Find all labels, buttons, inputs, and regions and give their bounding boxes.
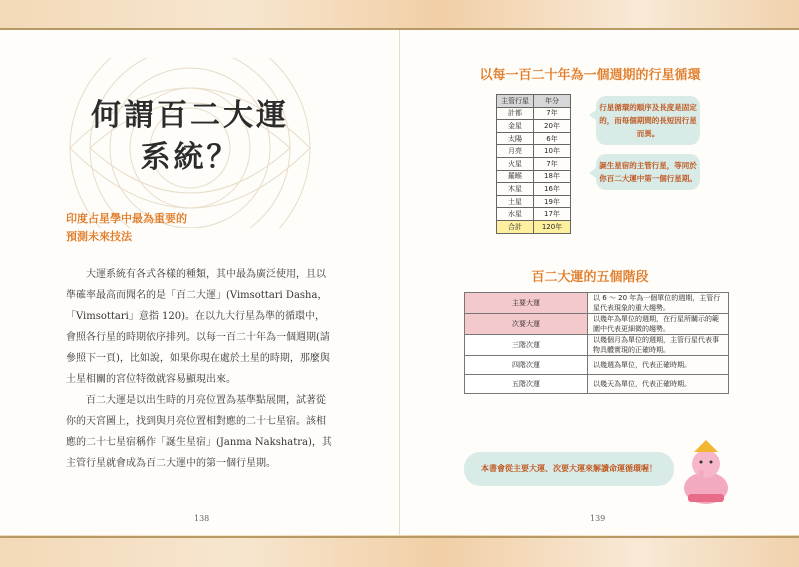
cell-years: 20年 xyxy=(534,120,571,133)
table-row xyxy=(497,107,571,120)
body-paragraph-2: 百二大運是以出生時的月亮位置為基準點展開，試著從你的天宮圖上，找到與月亮位置相對應的二十七星宿。該相應的二十七星宿稱作「誕生星宿」(Janma Nakshatra)，其主管行星就會成為百二大運中的第一個行星期。 xyxy=(66,395,332,469)
cell-years: 19年 xyxy=(534,195,571,208)
planet-cycle-table xyxy=(496,94,571,234)
cell-years: 6年 xyxy=(534,132,571,145)
cell-years: 18年 xyxy=(534,170,571,183)
table-header-row xyxy=(497,95,571,108)
table-row xyxy=(497,132,571,145)
left-page xyxy=(0,30,400,535)
table-row xyxy=(497,145,571,158)
page-title-line1: 何謂百二大運 xyxy=(91,98,289,133)
stage-row xyxy=(465,335,729,356)
stage-description: 以 6 ～ 20 年為一個單位的週期，主管行星代表現象的重大趨勢。 xyxy=(588,293,729,314)
five-stages-table xyxy=(464,292,729,394)
page-number-left: 138 xyxy=(194,514,210,523)
stage-name: 主要大運 xyxy=(465,293,588,314)
stage-name: 次要大運 xyxy=(465,314,588,335)
subheading-line1: 印度占星學中最為重要的 xyxy=(66,212,187,225)
stage-description: 以幾天為單位，代表正確時期。 xyxy=(588,375,729,394)
table-row xyxy=(497,157,571,170)
ganesha-illustration-icon xyxy=(676,438,736,506)
cell-planet: 太陽 xyxy=(497,132,534,145)
page-title-line2: 系統？ xyxy=(140,140,240,175)
stage-description: 以幾年為單位的週期，在行星所關示的範圍中代表更細微的趨勢。 xyxy=(588,314,729,335)
section-title-cycle: 以每一百二十年為一個週期的行星循環 xyxy=(479,68,701,83)
right-page xyxy=(400,30,799,535)
stage-name: 四階次運 xyxy=(465,356,588,375)
table-row xyxy=(497,195,571,208)
cell-years: 10年 xyxy=(534,145,571,158)
subheading-line2: 預測未來技法 xyxy=(66,230,132,243)
section-title-five-stages: 百二大運的五個階段 xyxy=(531,270,649,285)
cell-years: 16年 xyxy=(534,183,571,196)
cell-planet: 木星 xyxy=(497,183,534,196)
table-row xyxy=(497,208,571,221)
stage-row xyxy=(465,375,729,394)
cell-planet: 金星 xyxy=(497,120,534,133)
cell-planet: 羅睺 xyxy=(497,170,534,183)
table-total-row xyxy=(497,220,571,233)
table-row xyxy=(497,120,571,133)
cell-planet: 計都 xyxy=(497,107,534,120)
top-decorative-band xyxy=(0,0,799,30)
cell-total-years: 120年 xyxy=(534,220,571,233)
bottom-rule xyxy=(0,536,799,538)
cell-planet: 土星 xyxy=(497,195,534,208)
stage-row xyxy=(465,314,729,335)
cell-total-label: 合計 xyxy=(497,220,534,233)
header-ruler: 主管行星 xyxy=(497,95,534,108)
body-paragraph-1: 大運系統有各式各樣的種類，其中最為廣泛使用，且以準確率最高而聞名的是「百二大運」(Vimsottari Dasha，「Vimsottari」意指 120)。在以九大行星為準的循環中，會照各行星的時期依序排列。以每一百二十年為一個週期(請參照下一頁)，比如說，如果你現在處於土星的時期，那麼與土星相關的宮位特徵就容易顯現出來。 xyxy=(66,269,330,385)
stage-description: 以幾週為單位，代表正確時期。 xyxy=(588,356,729,375)
stage-name: 三階次運 xyxy=(465,335,588,356)
callout-bubble: 本書會從主要大運、次要大運來解讀命運循環喔！ xyxy=(464,452,674,486)
stage-name: 五階次運 xyxy=(465,375,588,394)
cell-planet: 火星 xyxy=(497,157,534,170)
speech-bubble-cycle-note: 行星循環的順序及長度是固定的，而每個期間的長短因行星而異。 xyxy=(596,96,700,145)
speech-bubble-birth-star-note: 誕生星宿的主管行星，等同於你百二大運中第一個行星期。 xyxy=(596,154,700,190)
cell-years: 7年 xyxy=(534,157,571,170)
stage-row xyxy=(465,293,729,314)
header-years: 年分 xyxy=(534,95,571,108)
stage-description: 以幾個月為單位的週期，主管行星代表事物具體實現的正確時期。 xyxy=(588,335,729,356)
cell-years: 17年 xyxy=(534,208,571,221)
bottom-decorative-band xyxy=(0,535,799,567)
cell-planet: 水星 xyxy=(497,208,534,221)
stage-row xyxy=(465,356,729,375)
page-number-right: 139 xyxy=(590,514,606,523)
cell-planet: 月亮 xyxy=(497,145,534,158)
table-row xyxy=(497,170,571,183)
table-row xyxy=(497,183,571,196)
cell-years: 7年 xyxy=(534,107,571,120)
